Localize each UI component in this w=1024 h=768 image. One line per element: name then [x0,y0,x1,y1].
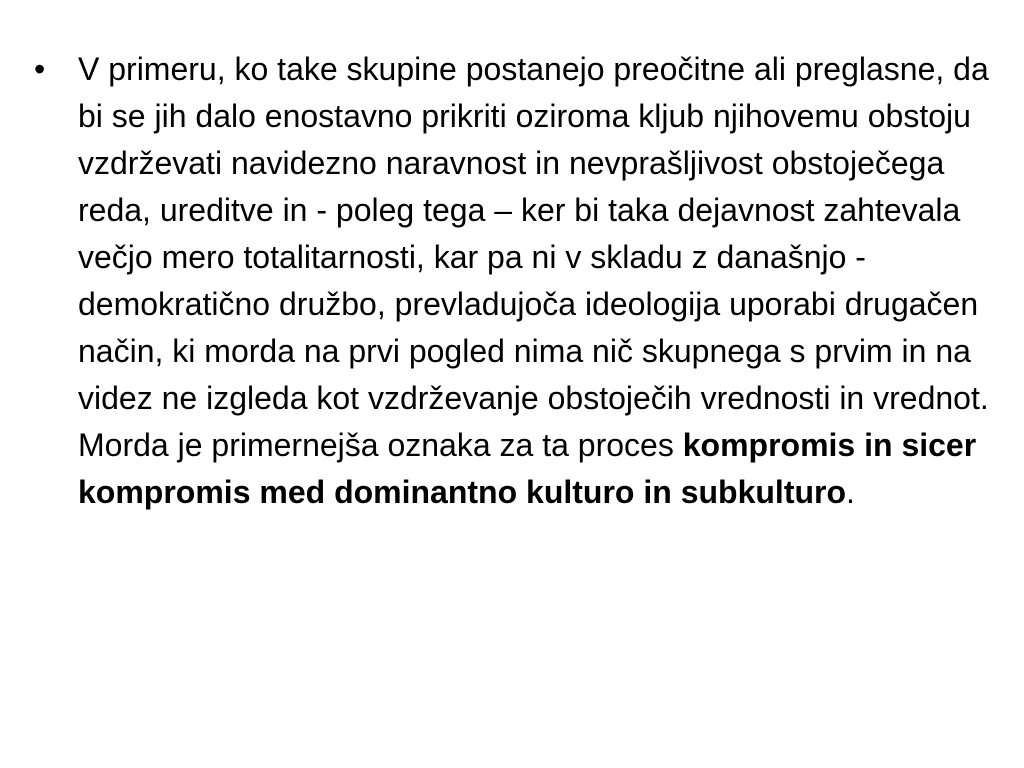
paragraph-text: V primeru, ko take skupine postanejo preočitne ali preglasne, da bi se jih dalo enostavno prikriti oziroma kljub njihovemu obstoju vzdrževati navidezno naravnost in nevprašljivost obstoječega reda, ureditve in - poleg tega – ker bi taka dejavnost zahtevala večjo mero totalitarnosti, kar pa ni v skladu z današnjo - demokratično družbo, prevladujoča ideologija uporabi drugačen način, ki morda na prvi pogled nima nič skupnega s prvim in na videz ne izgleda kot vzdrževanje obstoječih vrednosti in vrednot. Morda je primernejša oznaka za ta proces [78,51,989,463]
paragraph-end: . [846,474,855,510]
bullet-icon: • [34,51,46,87]
paragraph-emphasis: kompromis in sicer kompromis med dominantno kulturo in subkulturo [78,427,977,510]
bullet-item [30,46,990,516]
bullet-list [30,46,990,516]
